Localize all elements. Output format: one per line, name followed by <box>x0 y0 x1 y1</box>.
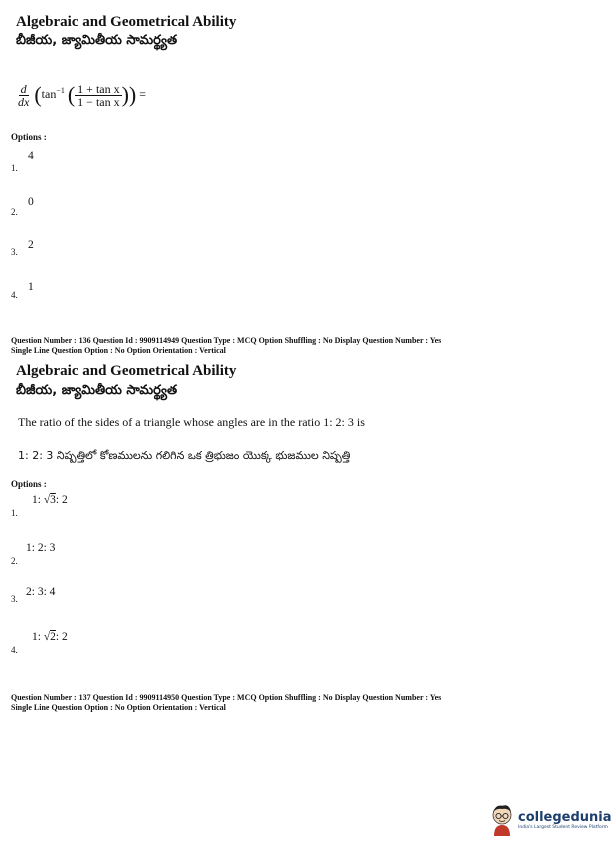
question-meta-line: Question Number : 137 Question Id : 9909114950 Question Type : MCQ Option Shuffling : No Display Question Number : Yes <box>11 693 442 702</box>
question-text: The ratio of the sides of a triangle whose angles are in the ratio 1: 2: 3 is <box>18 415 365 429</box>
inverse-superscript: −1 <box>56 85 65 95</box>
option-value: 1: √2: 2 <box>32 631 68 643</box>
option-value: 2: 3: 4 <box>26 586 56 598</box>
option-value: 0 <box>28 196 34 208</box>
logo-tagline: India's Largest Student Review Platform <box>518 825 608 830</box>
tan-function: tan <box>41 86 57 101</box>
option-number: 4. <box>11 290 18 300</box>
equals-sign: = <box>139 86 147 101</box>
question-formula: $\frac{d}{dx}$ ($\tan^{-1}$ ( $\frac{\text{1 + tan x}}{\text{1 − tan x}}$ )) = <box>18 81 147 109</box>
section-title-telugu: బీజీయ, జ్యామితీయ సామర్థ్యత <box>16 33 178 48</box>
option-number: 1. <box>11 508 18 518</box>
option-value: 2 <box>28 239 34 251</box>
student-mascot-icon <box>488 803 516 837</box>
section-title: Algebraic and Geometrical Ability <box>16 363 237 379</box>
option-value: 1 <box>28 281 34 293</box>
option-number: 2. <box>11 207 18 217</box>
option-number: 4. <box>11 645 18 655</box>
question-meta-line: Question Number : 136 Question Id : 9909114949 Question Type : MCQ Option Shuffling : No Display Question Number : Yes <box>11 336 442 345</box>
collegedunia-logo <box>488 803 612 837</box>
sqrt-radicand: 2 <box>50 631 56 643</box>
option-number: 3. <box>11 247 18 257</box>
tan-fraction: $\frac{\text{1 + tan x}}{\text{1 − tan x}}$ <box>77 81 120 109</box>
option-number: 1. <box>11 163 18 173</box>
question-text-telugu: 1: 2: 3 నిష్పత్తిలో కోణములను గలిగిన ఒక త్రిభుజం యొక్క భుజముల నిష్పత్తి <box>18 449 351 462</box>
question-meta <box>11 693 586 713</box>
option-value: 1: 2: 3 <box>26 542 56 554</box>
logo-text: collegedunia <box>518 810 612 825</box>
section-title: Algebraic and Geometrical Ability <box>16 14 237 30</box>
option-value: 4 <box>28 150 34 162</box>
question-meta <box>11 336 586 356</box>
option-value: 1: √3: 2 <box>32 494 68 506</box>
section-title-telugu: బీజీయ, జ్యామితీయ సామర్థ్యత <box>16 383 178 398</box>
options-label: Options : <box>11 479 47 489</box>
question-meta-line: Single Line Question Option : No Option Orientation : Vertical <box>11 703 226 712</box>
options-label: Options : <box>11 132 47 142</box>
sqrt-radicand: 3 <box>50 494 56 506</box>
option-number: 3. <box>11 594 18 604</box>
derivative-operator: $\frac{d}{dx}$ <box>18 81 30 109</box>
option-number: 2. <box>11 556 18 566</box>
question-meta-line: Single Line Question Option : No Option Orientation : Vertical <box>11 346 226 355</box>
